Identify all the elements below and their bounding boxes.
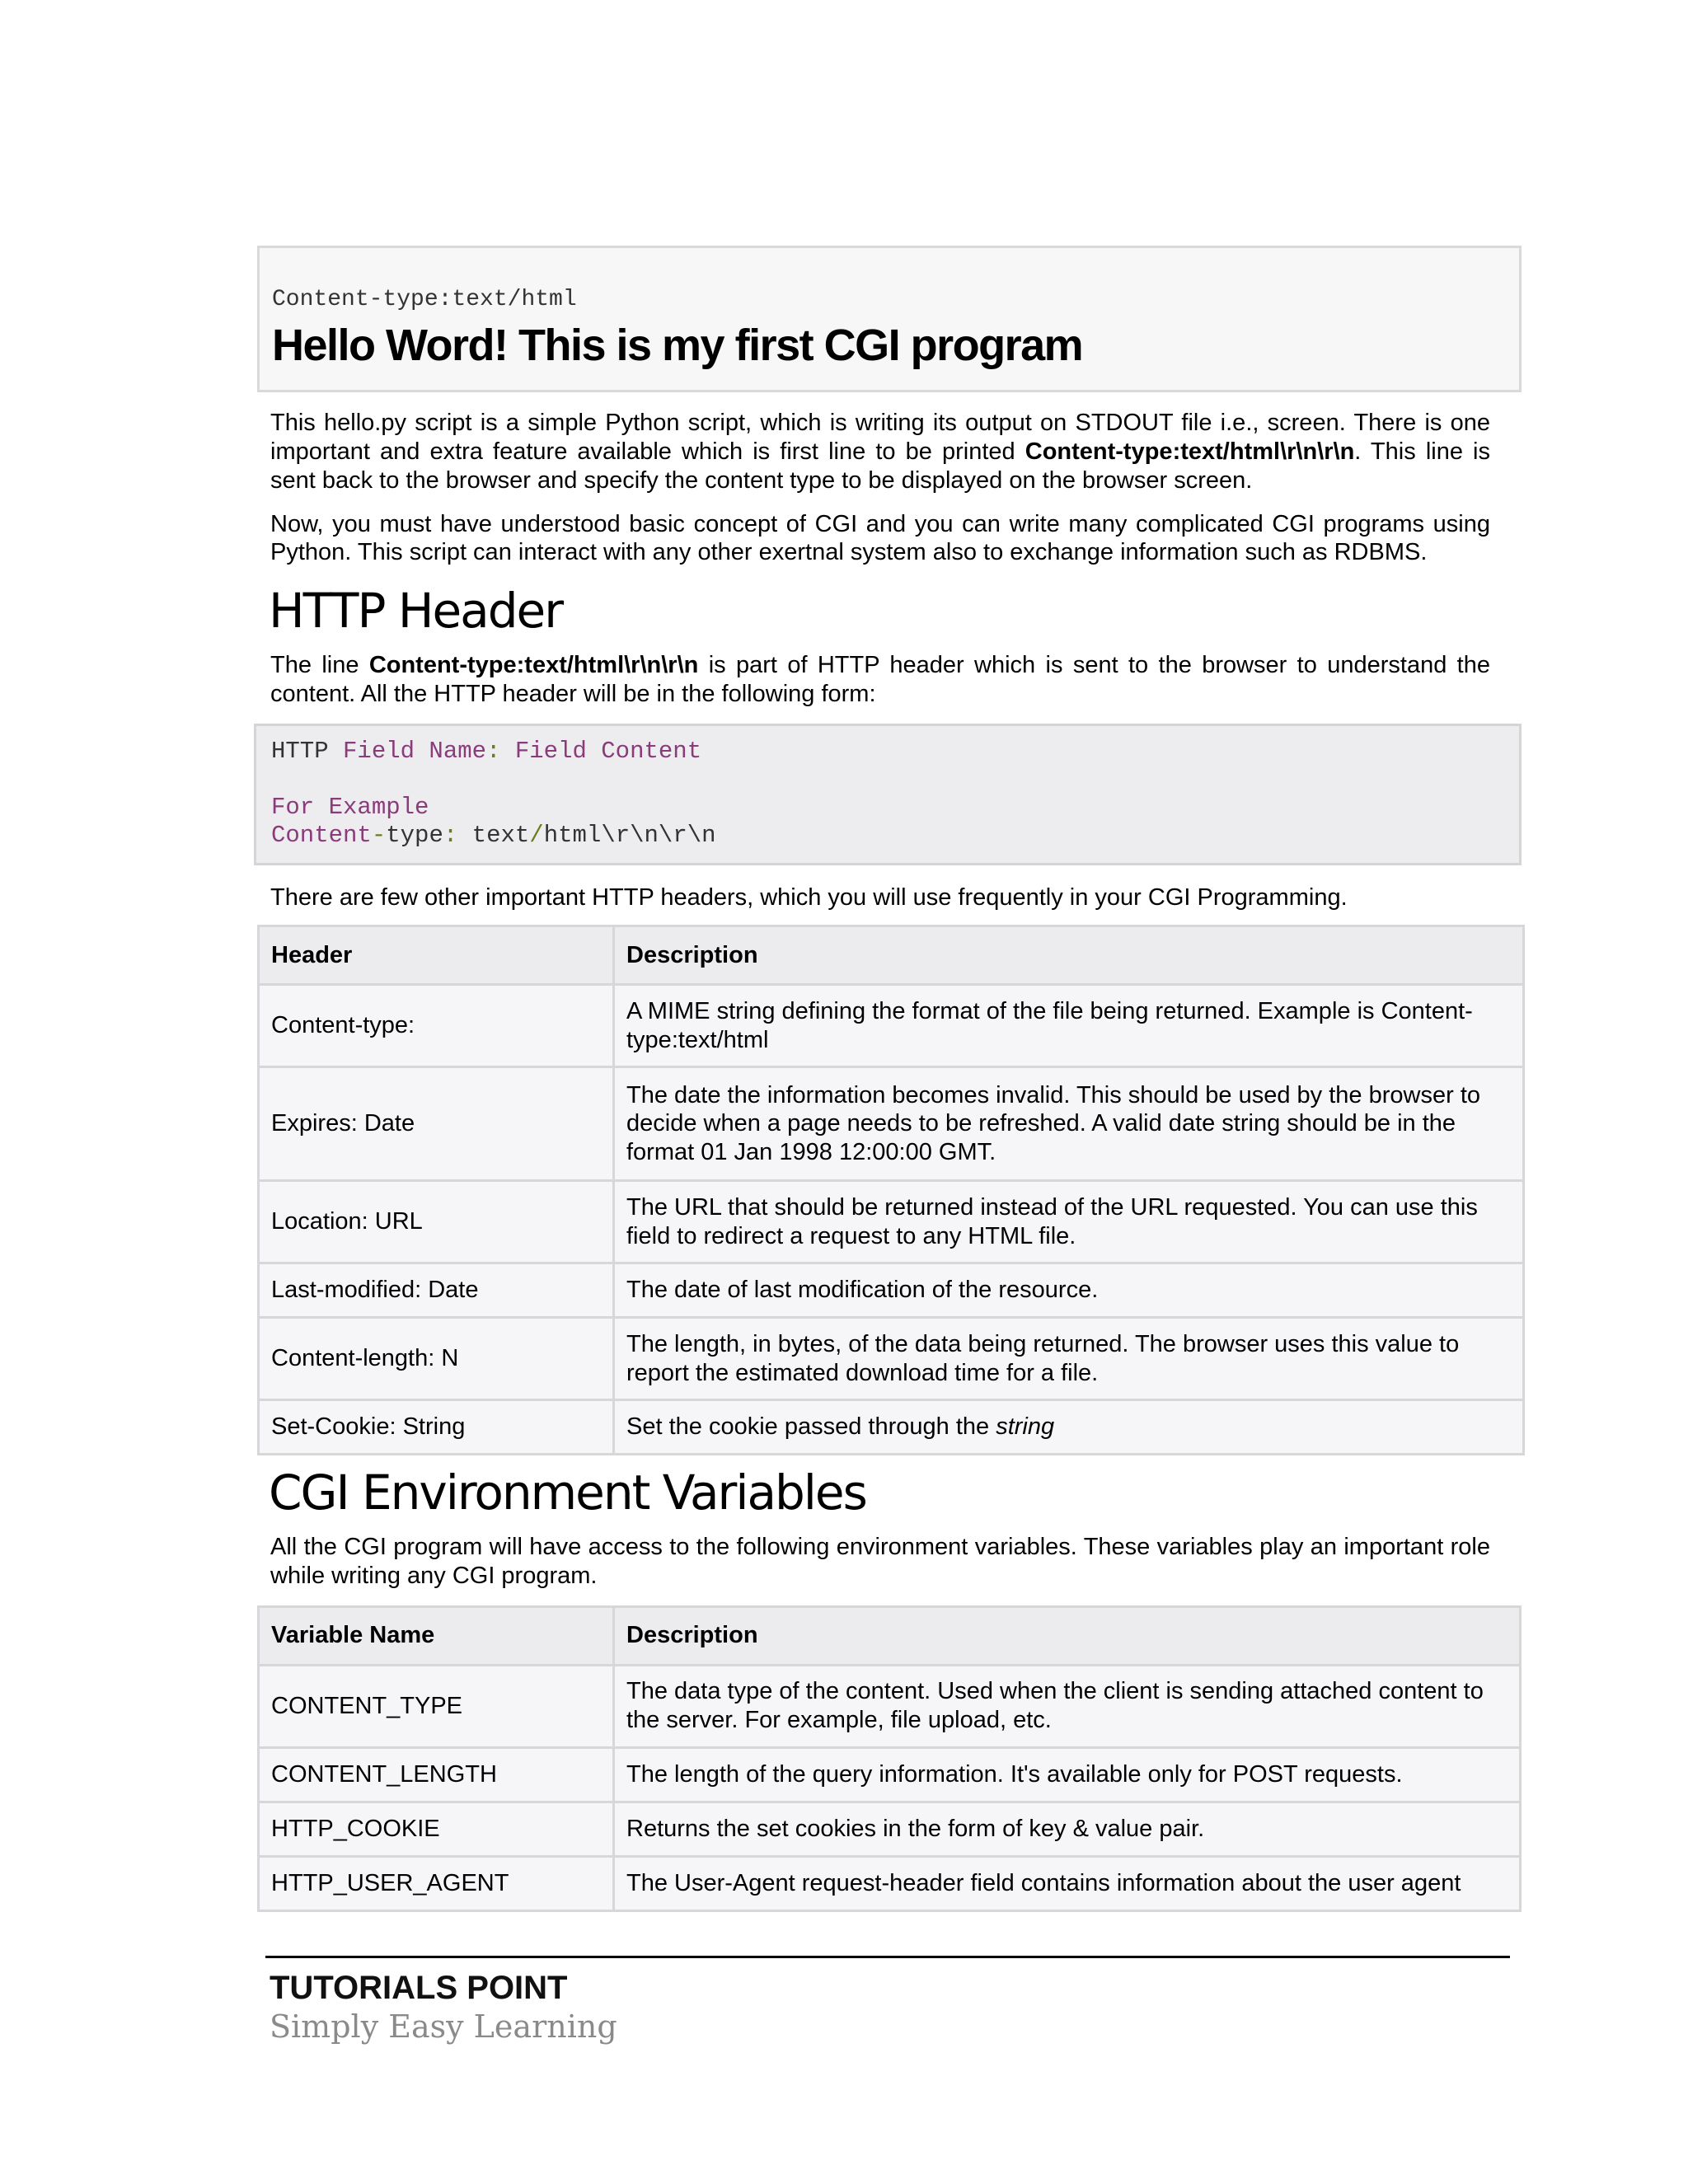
variable-cell: CONTENT_TYPE	[259, 1665, 614, 1747]
header-cell: Last-modified: Date	[259, 1263, 614, 1318]
intro-paragraph-2: Now, you must have understood basic concept of CGI and you can write many complicated CGI programs using Python. This script can interact with any other exertnal system also to exchange information such as RDBMS.	[270, 510, 1490, 566]
page-content	[257, 246, 1526, 1912]
output-heading: Hello Word! This is my first CGI program	[272, 320, 1083, 370]
intro-paragraph-1: This hello.py script is a simple Python script, which is writing its output on STDOUT file i.e., screen. There is one important and extra feature available which is first line to be printed Content-type:text/html\r\n\r\n. This line is sent back to the browser and specify the content type to be displayed on the browser screen.	[270, 410, 1490, 494]
http-header-paragraph: The line Content-type:text/html\r\n\r\n is part of HTTP header which is sent to the browser to understand the content. All the HTTP header will be in the following form:	[270, 651, 1490, 707]
header-cell: Expires: Date	[259, 1067, 614, 1181]
table-row	[259, 1318, 1524, 1400]
program-output-box	[257, 246, 1522, 392]
column-header-header: Header	[259, 926, 614, 985]
column-header-description: Description	[614, 926, 1524, 985]
description-cell: Set the cookie passed through the string	[614, 1400, 1524, 1455]
description-cell: A MIME string defining the format of the file being returned. Example is Content-type:text/html	[614, 985, 1524, 1067]
column-header-variable-name: Variable Name	[259, 1606, 614, 1665]
table-header-row	[259, 926, 1524, 985]
section-title-http-header: HTTP Header	[269, 583, 563, 640]
variable-cell: CONTENT_LENGTH	[259, 1747, 614, 1802]
output-content-type: Content-type:text/html	[272, 287, 577, 312]
http-header-code-block: HTTP Field Name: Field ContentFor Example Content-type: text/html\r\n\r\n	[254, 724, 1522, 865]
cgi-env-paragraph: All the CGI program will have access to the following environment variables. These variables play an important role while writing any CGI program.	[270, 1534, 1490, 1589]
description-cell: The length, in bytes, of the data being returned. The browser uses this value to report the estimated download time for a file.	[614, 1318, 1524, 1400]
footer-divider	[265, 1956, 1510, 1958]
table-header-row	[259, 1606, 1521, 1665]
footer-brand: TUTORIALS POINT	[270, 1970, 568, 2006]
table-row	[259, 1802, 1521, 1856]
table-row	[259, 1263, 1524, 1318]
description-cell: The User-Agent request-header field contains information about the user agent	[614, 1856, 1521, 1910]
header-cell: Content-length: N	[259, 1318, 614, 1400]
table-row	[259, 1400, 1524, 1455]
section-title-cgi-env: CGI Environment Variables	[269, 1465, 866, 1521]
table-row	[259, 1181, 1524, 1263]
header-cell: Location: URL	[259, 1181, 614, 1263]
table-row	[259, 1067, 1524, 1181]
description-cell: Returns the set cookies in the form of key & value pair.	[614, 1802, 1521, 1856]
description-cell: The length of the query information. It's available only for POST requests.	[614, 1747, 1521, 1802]
table-row	[259, 985, 1524, 1067]
table-row	[259, 1665, 1521, 1747]
column-header-description: Description	[614, 1606, 1521, 1665]
table-row	[259, 1856, 1521, 1910]
description-cell: The date of last modification of the resource.	[614, 1263, 1524, 1318]
footer-tagline: Simply Easy Learning	[270, 2008, 617, 2045]
description-cell: The data type of the content. Used when the client is sending attached content to the server. For example, file upload, etc.	[614, 1665, 1521, 1747]
variable-cell: HTTP_COOKIE	[259, 1802, 614, 1856]
description-cell: The date the information becomes invalid. This should be used by the browser to decide when a page needs to be refreshed. A valid date string should be in the format 01 Jan 1998 12:00:00 GMT.	[614, 1067, 1524, 1181]
http-headers-table	[257, 925, 1525, 1455]
cgi-env-table	[257, 1605, 1522, 1912]
header-cell: Content-type:	[259, 985, 614, 1067]
http-header-after-paragraph: There are few other important HTTP headers, which you will use frequently in your CGI Programming.	[270, 883, 1348, 911]
header-cell: Set-Cookie: String	[259, 1400, 614, 1455]
table-row	[259, 1747, 1521, 1802]
variable-cell: HTTP_USER_AGENT	[259, 1856, 614, 1910]
description-cell: The URL that should be returned instead of the URL requested. You can use this field to redirect a request to any HTML file.	[614, 1181, 1524, 1263]
